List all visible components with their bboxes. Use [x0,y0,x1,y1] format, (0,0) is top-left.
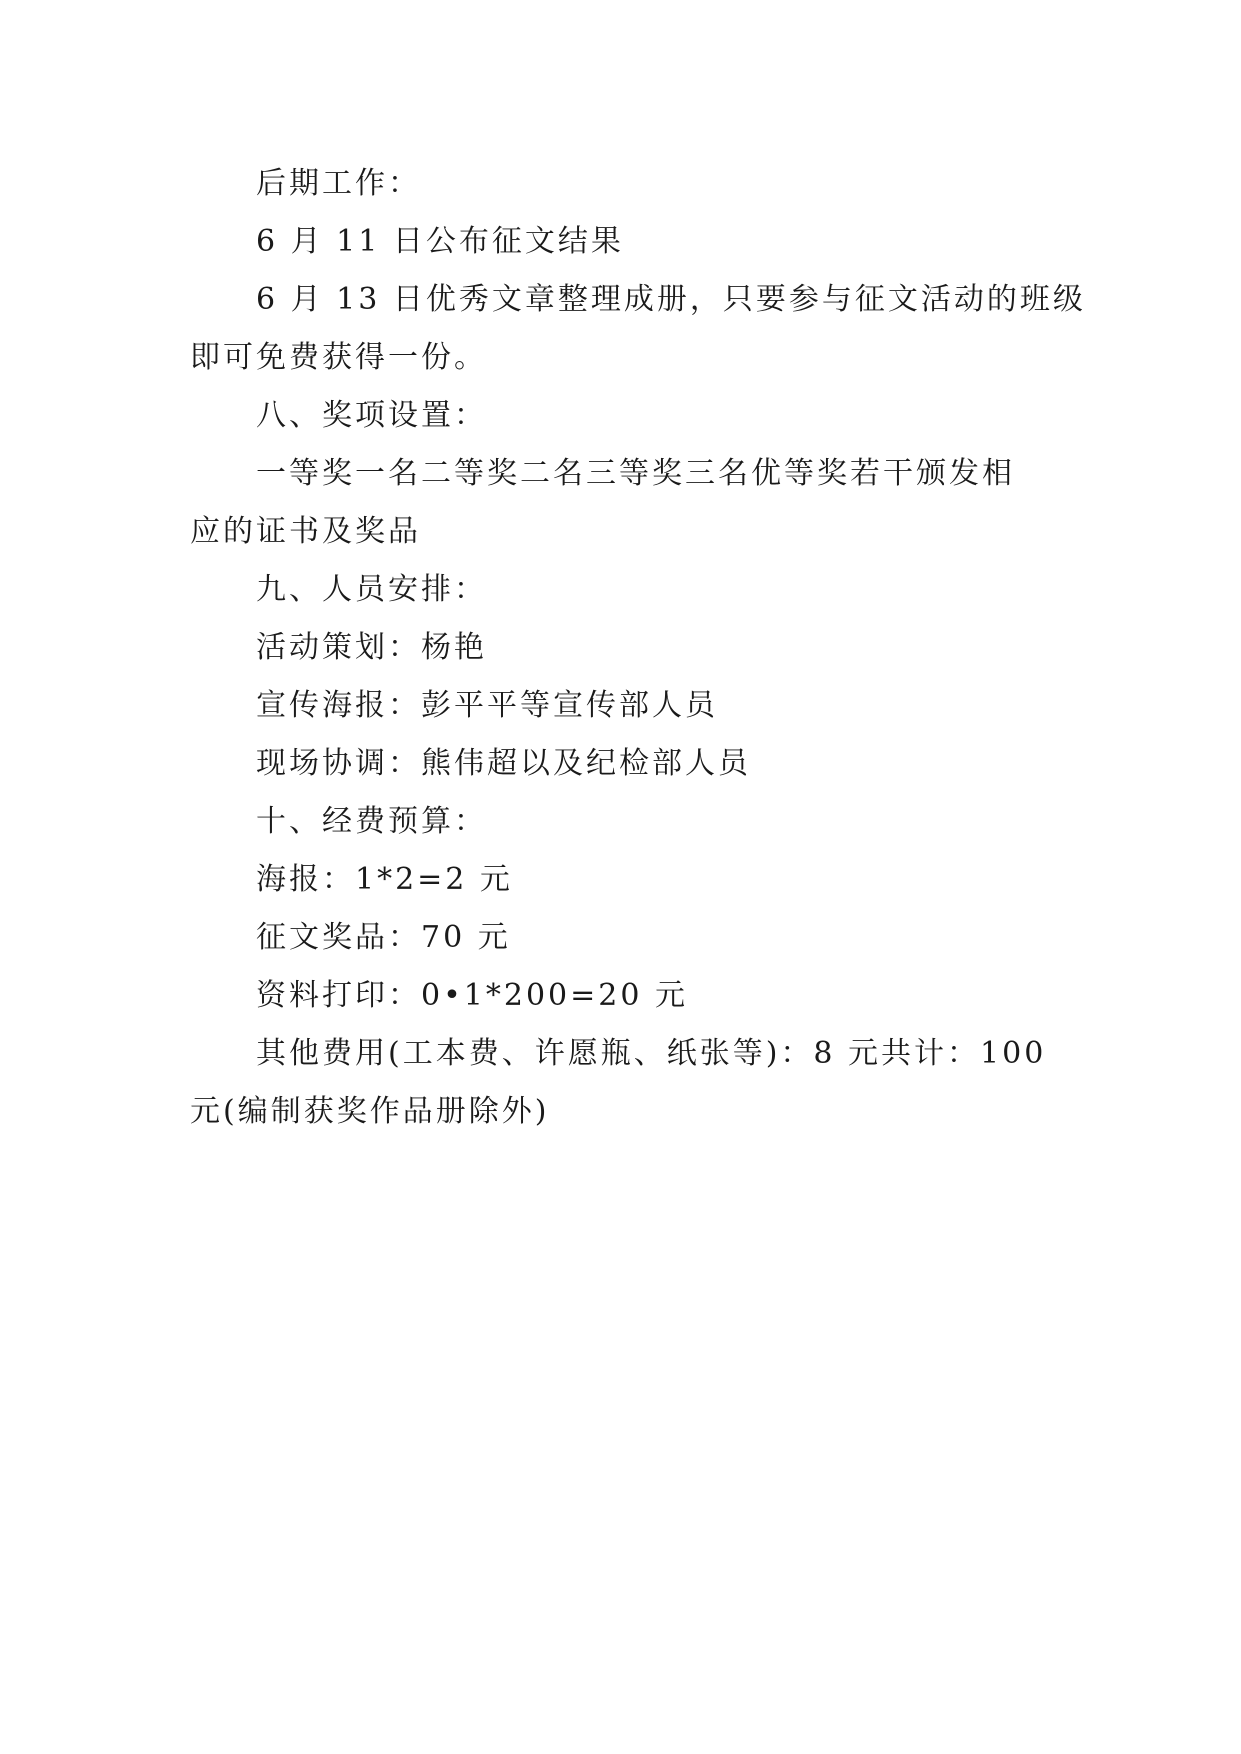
paragraph-line: 资料打印：0•1*200=20 元 [256,978,688,1013]
paragraph-line: 征文奖品：70 元 [256,920,511,955]
document-body [190,155,1086,1141]
paragraph-line: 宣传海报：彭平平等宣传部人员 [256,688,718,723]
section-heading-later-work: 后期工作： [256,166,421,201]
paragraph-line: 海报：1*2=2 元 [256,862,513,897]
section-heading-budget: 十、经费预算： [256,804,487,839]
paragraph-line: 6 月 13 日优秀文章整理成册，只要参与征文活动的班级 [256,282,1086,317]
paragraph-line: 应的证书及奖品 [190,514,421,549]
paragraph-line: 即可免费获得一份。 [190,340,487,375]
paragraph-line: 现场协调：熊伟超以及纪检部人员 [256,746,751,781]
paragraph-line: 其他费用(工本费、许愿瓶、纸张等)：8 元共计：100 [256,1036,1047,1071]
paragraph-line: 一等奖一名二等奖二名三等奖三名优等奖若干颁发相 [256,456,1015,491]
paragraph-line: 元(编制获奖作品册除外) [190,1094,550,1129]
section-heading-staff: 九、人员安排： [256,572,487,607]
paragraph-line: 6 月 11 日公布征文结果 [256,224,624,259]
paragraph-line: 活动策划：杨艳 [256,630,487,665]
section-heading-awards: 八、奖项设置： [256,398,487,433]
